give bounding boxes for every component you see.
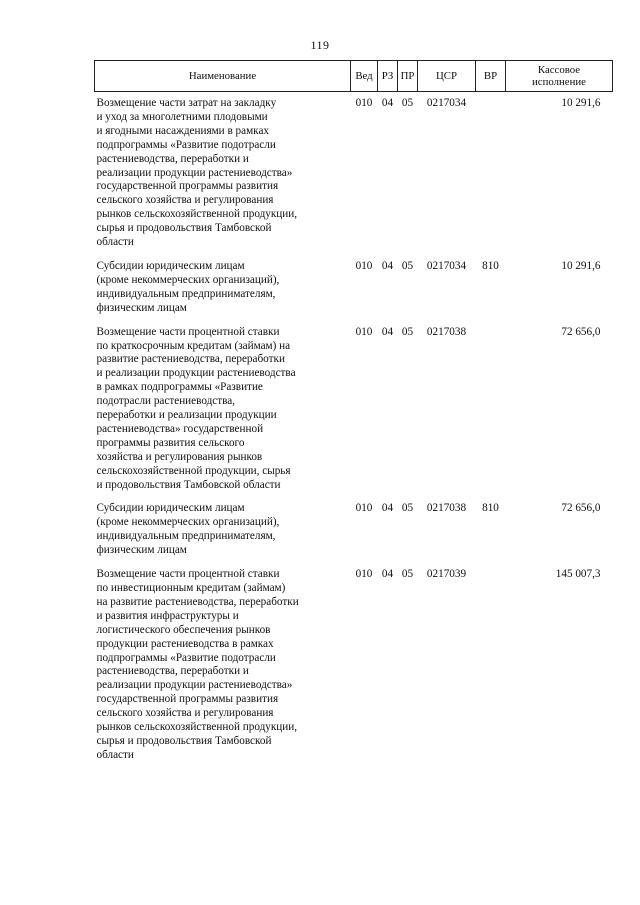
cell-csr: 0217038 [426, 502, 467, 515]
cell-vr [476, 563, 506, 768]
table-row [95, 497, 613, 563]
cell-pr: 05 [401, 325, 414, 338]
cell-rz: 04 [381, 325, 394, 338]
cell-csr: 0217034 [426, 259, 467, 272]
cell-csr: 0217034 [426, 97, 467, 109]
header-pr: ПР [398, 61, 418, 92]
cell-rz: 04 [381, 502, 394, 515]
cell-amount: 72 656,0 [561, 325, 601, 338]
cell-rz: 04 [381, 568, 394, 581]
cell-rz: 04 [381, 259, 394, 272]
cell-name: Субсидии юридическим лицам (кроме некоммерческих организаций), индивидуальным предпринимателям, физическим лицам [96, 502, 280, 557]
cell-name: Возмещение части затрат на закладку и уход за многолетними плодовыми и ягодными насаждениями в рамках подпрограммы «Развитие подотрасли растениеводства, переработки и реализации продукции растениеводства» государственной программы развития сельского хозяйства и регулирования рынков сельскохозяйственной продукции, сырья и продовольствия Тамбовской области [96, 97, 298, 249]
budget-execution-table [94, 60, 613, 768]
table-body [95, 92, 613, 768]
cell-vr: 810 [482, 259, 499, 272]
header-ved: Вед [351, 61, 378, 92]
cell-name: Субсидии юридическим лицам (кроме некоммерческих организаций), индивидуальным предпринимателям, физическим лицам [96, 259, 280, 314]
cell-ved: 010 [355, 502, 373, 515]
cell-amount: 72 656,0 [561, 502, 601, 515]
table-header [95, 61, 613, 92]
cell-vr [476, 321, 506, 498]
cell-csr: 0217039 [426, 568, 467, 581]
cell-pr: 05 [401, 502, 414, 515]
header-name: Наименование [95, 61, 351, 92]
cell-pr: 05 [401, 97, 414, 109]
header-rz: РЗ [378, 61, 398, 92]
cell-amount: 145 007,3 [555, 568, 601, 581]
cell-ved: 010 [355, 568, 373, 581]
page-number: 119 [310, 38, 330, 52]
cell-name: Возмещение части процентной ставки по краткосрочным кредитам (займам) на развитие растениеводства, переработки и реализации продукции растениеводства в рамках подпрограммы «Развитие подотрасли растениеводства, переработки и реализации продукции растениеводства» государственной программы развития сельского хозяйства и регулирования рынков сельскохозяйственной продукции, сырья и продовольствия Тамбовской области [96, 325, 296, 491]
table-row [95, 92, 613, 255]
table-row [95, 563, 613, 768]
cell-vr: 810 [482, 502, 499, 515]
cell-vr [476, 92, 506, 255]
table-row [95, 255, 613, 321]
cell-pr: 05 [401, 259, 414, 272]
cell-amount: 10 291,6 [561, 259, 601, 272]
header-vr: ВР [476, 61, 506, 92]
cell-pr: 05 [401, 568, 414, 581]
header-amount: Кассовое исполнение [506, 61, 613, 92]
cell-ved: 010 [355, 325, 373, 338]
header-csr: ЦСР [418, 61, 476, 92]
cell-amount: 10 291,6 [561, 97, 601, 109]
cell-rz: 04 [381, 97, 394, 109]
cell-ved: 010 [355, 259, 373, 272]
cell-name: Возмещение части процентной ставки по инвестиционным кредитам (займам) на развитие растениеводства, переработки и развития инфраструктуры и логистического обеспечения рынков продукции растениеводства в рамках подпрограммы «Развитие подотрасли растениеводства, переработки и реализации продукции растениеводства» государственной программы развития сельского хозяйства и регулирования рынков сельскохозяйственной продукции, сырья и продовольствия Тамбовской области [96, 568, 299, 761]
table-row [95, 321, 613, 498]
header-row [95, 61, 613, 92]
cell-csr: 0217038 [426, 325, 467, 338]
cell-ved: 010 [355, 97, 373, 109]
